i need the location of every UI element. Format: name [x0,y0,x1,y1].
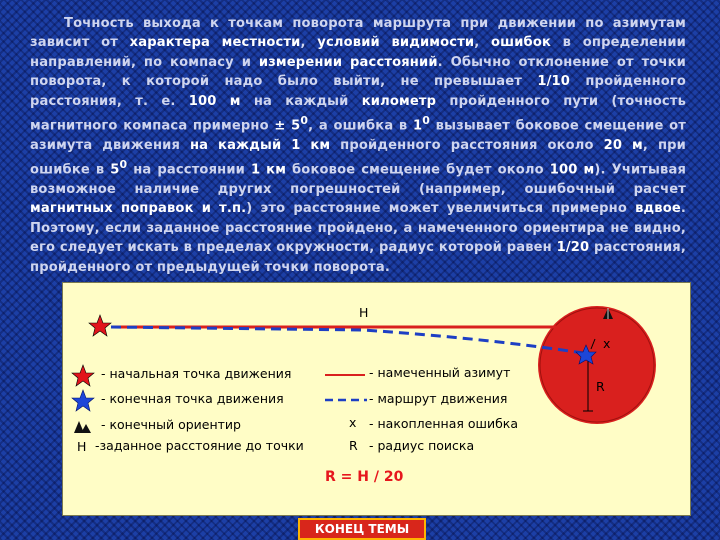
description-paragraph: Точность выхода к точкам поворота маршрута при движении по азимутам зависит от характера местности, условий видимости, ошибок в определении направлений, по компасу и измерении расстояний. Обычно отклонение от точки поворота, к которой надо было выйти, не превышает 1/10 пройденного расстояния, т. е. 100 м на каждый километр пройденного пути (точность магнитного компаса примерно ± $5^0$, а ошибка в $1^0$ вызывает боковое смещение от азимута движения на каждый 1 км пройденного расстояния около 20 м, при ошибке в $5^0$ на расстоянии 1 км боковое смещение будет около 100 м). Учитывая возможное наличие других погрешностей (например, ошибочный расчет магнитных поправок и т.п.) это расстояние может увеличиться примерно вдвое. Поэтому, если заданное расстояние пройдено, а намеченного ориентира не видно, его следует искать в пределах окружности, радиус которой равен 1/20 расстояния, пройденного от предыдущей точки поворота. [30,16,687,275]
search-circle [538,306,656,424]
legend-error-symbol: х [349,415,357,430]
radius-label: R [596,379,605,394]
legend-start-star-icon [72,365,94,386]
legend-radius-symbol: R [349,438,358,453]
legend-radius: - радиус поиска [369,438,475,453]
error-label: х [603,336,611,351]
legend-start-point: - начальная точка движения [101,366,292,381]
legend-route: - маршрут движения [369,391,508,406]
end-topic-button[interactable]: КОНЕЦ ТЕМЫ [298,518,426,540]
legend-error: - накопленная ошибка [369,416,518,431]
legend-distance: -заданное расстояние до точки [95,438,304,453]
legend-distance-symbol: Н [77,439,87,454]
legend-landmark-icon [74,421,91,433]
search-radius-formula: R = H / 20 [325,469,404,485]
legend-landmark: - конечный ориентир [101,417,241,432]
start-star-icon [89,315,111,336]
route-line [111,327,583,353]
distance-label: Н [359,305,369,320]
diagram-panel [62,282,691,516]
legend-end-point: - конечная точка движения [101,391,284,406]
legend-azimuth: - намеченный азимут [369,365,511,380]
legend-end-star-icon [72,390,94,411]
